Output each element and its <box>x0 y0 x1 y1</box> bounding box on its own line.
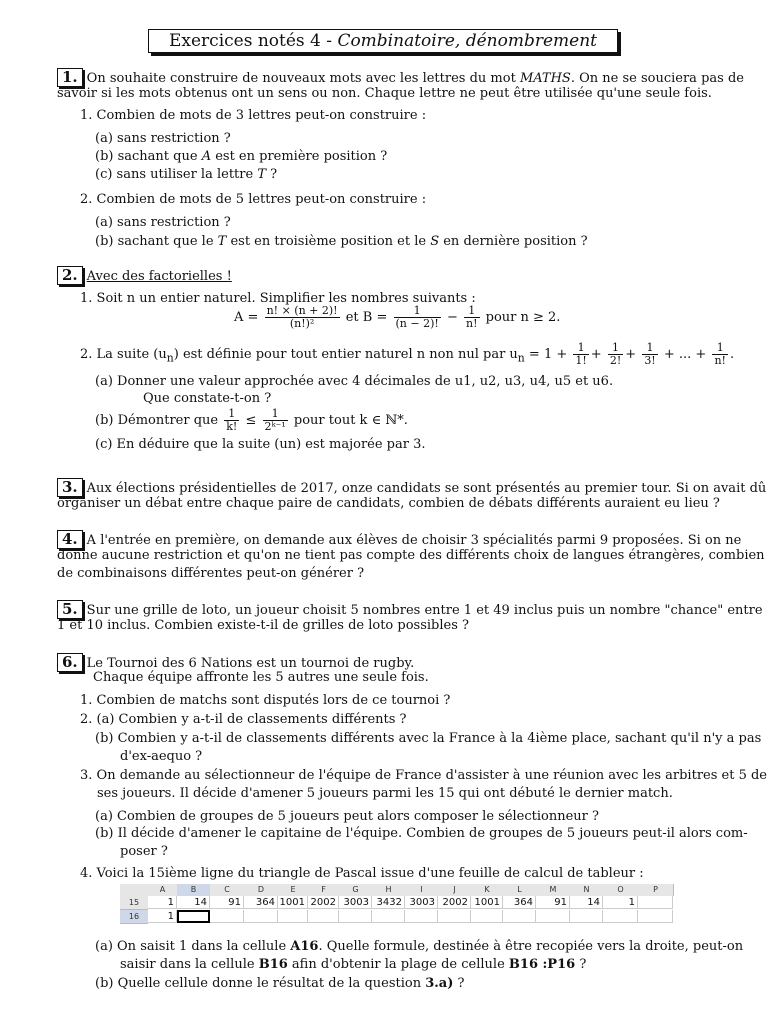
cell-P16[interactable] <box>638 910 673 923</box>
question-1-1c: (c) sans utiliser la lettre T ? <box>95 167 278 182</box>
exercise-5-line2: 1 et 10 inclus. Combien existe-t-il de grilles de loto possibles ? <box>57 618 469 633</box>
question-6-3b: (b) Il décide d'amener le capitaine de l'équipe. Combien de groupes de 5 joueurs peut-il alors com- <box>95 826 748 841</box>
cell-G16[interactable] <box>339 910 372 923</box>
column-header-E[interactable]: E <box>278 884 309 896</box>
sheet-corner <box>120 884 149 896</box>
column-header-G[interactable]: G <box>339 884 373 896</box>
exercise-1-intro-line2: savoir si les mots obtenus ont un sens ou non. Chaque lettre ne peut être utilisée qu'une seule fois. <box>57 86 712 101</box>
cell-C15[interactable]: 91 <box>210 896 244 909</box>
exercise-number: 5. <box>57 600 83 619</box>
cell-F16[interactable] <box>308 910 339 923</box>
exercise-number: 2. <box>57 266 83 285</box>
cell-D16[interactable] <box>244 910 278 923</box>
column-header-B[interactable]: B <box>177 884 211 896</box>
column-header-J[interactable]: J <box>438 884 472 896</box>
question-1-1: 1. Combien de mots de 3 lettres peut-on construire : <box>80 108 427 123</box>
cell-J16[interactable] <box>438 910 471 923</box>
cell-O16[interactable] <box>603 910 638 923</box>
question-2-2b: (b) Démontrer que $\frac{1}{k!}$ ≤ $\frac{1}{\text{2ᵏ⁻¹}}$ pour tout k ∈ ℕ*. <box>95 407 408 433</box>
column-header-H[interactable]: H <box>372 884 406 896</box>
formula-A-B: A = $\frac{n! \times (n + 2)!}{\text{(n!)²}}$ et B = $\frac{1}{(n - 2)!}$ − $\frac{1}{n!}$ pour n ≥ 2. <box>234 304 561 330</box>
exercise-4: 4. A l'entrée en première, on demande aux élèves de choisir 3 spécialités parmi 9 proposées. Si on ne <box>57 530 741 549</box>
cell-N16[interactable] <box>570 910 603 923</box>
cell-P15[interactable] <box>638 896 673 909</box>
column-header-A[interactable]: A <box>148 884 178 896</box>
cell-D15[interactable]: 364 <box>244 896 278 909</box>
exercise-number: 4. <box>57 530 83 549</box>
row-header-15: 15 <box>120 896 148 910</box>
question-1-2b: (b) sachant que le T est en troisième position et le S en dernière position ? <box>95 234 588 249</box>
page-title: Exercices notés 4 - Combinatoire, dénombrement <box>148 29 618 53</box>
cell-M15[interactable]: 91 <box>536 896 570 909</box>
cell-L16[interactable] <box>503 910 536 923</box>
exercise-2-intro: 2. Avec des factorielles ! <box>57 266 232 285</box>
cell-A16[interactable]: 1 <box>148 910 177 923</box>
exercise-5: 5. Sur une grille de loto, un joueur choisit 5 nombres entre 1 et 49 inclus puis un nombre "chance" entre <box>57 600 763 619</box>
exercise-1-intro: 1. On souhaite construire de nouveaux mots avec les lettres du mot MATHS. On ne se souciera pas de <box>57 68 744 87</box>
cell-K15[interactable]: 1001 <box>471 896 503 909</box>
exercise-4-line3: de combinaisons différentes peut-on générer ? <box>57 566 365 581</box>
column-header-M[interactable]: M <box>536 884 571 896</box>
cell-A15[interactable]: 1 <box>148 896 177 909</box>
question-6-3b-cont: poser ? <box>120 844 168 859</box>
cell-B15[interactable]: 14 <box>177 896 210 909</box>
spreadsheet <box>120 884 671 924</box>
question-1-2: 2. Combien de mots de 5 lettres peut-on construire : <box>80 192 427 207</box>
question-6-4a: (a) On saisit 1 dans la cellule A16. Quelle formule, destinée à être recopiée vers la droite, peut-on <box>95 939 744 954</box>
column-header-N[interactable]: N <box>570 884 604 896</box>
question-6-4a-cont: saisir dans la cellule B16 afin d'obtenir la plage de cellule B16 :P16 ? <box>120 957 587 972</box>
cell-K16[interactable] <box>471 910 503 923</box>
cell-B16[interactable] <box>177 910 210 923</box>
question-1-1a: (a) sans restriction ? <box>95 131 231 146</box>
exercise-6-intro-line2: Chaque équipe affronte les 5 autres une seule fois. <box>93 670 429 685</box>
question-6-2a: 2. (a) Combien y a-t-il de classements différents ? <box>80 712 407 727</box>
question-1-2a: (a) sans restriction ? <box>95 215 231 230</box>
question-6-4: 4. Voici la 15ième ligne du triangle de Pascal issue d'une feuille de calcul de tableur : <box>80 866 644 881</box>
column-header-O[interactable]: O <box>603 884 639 896</box>
question-1-1b: (b) sachant que A est en première position ? <box>95 149 388 164</box>
cell-I15[interactable]: 3003 <box>405 896 438 909</box>
cell-H16[interactable] <box>372 910 405 923</box>
exercise-6-intro: 6. Le Tournoi des 6 Nations est un tournoi de rugby. <box>57 653 414 672</box>
question-6-3a: (a) Combien de groupes de 5 joueurs peut alors composer le sélectionneur ? <box>95 809 599 824</box>
column-header-F[interactable]: F <box>308 884 340 896</box>
exercise-3: 3. Aux élections présidentielles de 2017, onze candidats se sont présentés au premier tour. Si on avait dû <box>57 478 766 497</box>
column-header-I[interactable]: I <box>405 884 439 896</box>
cell-E15[interactable]: 1001 <box>278 896 308 909</box>
cell-H15[interactable]: 3432 <box>372 896 405 909</box>
question-6-2b: (b) Combien y a-t-il de classements différents avec la France à la 4ième place, sachant qu'il n'y a pas <box>95 731 762 746</box>
cell-C16[interactable] <box>210 910 244 923</box>
question-2-2: 2. La suite $(u_n)$ est définie pour tout entier naturel n non nul par $u_n = 1$ + $\frac{1}{1!}$ + $\frac{1}{2!}$ + $\frac{1}{3!}$ + ... + $\frac{1}{n!}$ . <box>80 341 735 367</box>
exercise-4-line2: donne aucune restriction et qu'on ne tient pas compte des différents choix de langues étrangères, combien <box>57 548 765 563</box>
cell-O15[interactable]: 1 <box>603 896 638 909</box>
column-header-C[interactable]: C <box>210 884 245 896</box>
exercise-number: 6. <box>57 653 83 672</box>
cell-E16[interactable] <box>278 910 308 923</box>
question-2-2a-cont: Que constate-t-on ? <box>143 391 272 406</box>
exercise-number: 1. <box>57 68 83 87</box>
question-6-2b-cont: d'ex-aequo ? <box>120 749 203 764</box>
column-header-K[interactable]: K <box>471 884 504 896</box>
question-6-1: 1. Combien de matchs sont disputés lors de ce tournoi ? <box>80 693 451 708</box>
question-2-2a: (a) Donner une valeur approchée avec 4 décimales de u1, u2, u3, u4, u5 et u6. <box>95 374 614 389</box>
exercise-3-line2: organiser un débat entre chaque paire de candidats, combien de débats différents auraient eu lieu ? <box>57 496 720 511</box>
question-2-1: 1. Soit n un entier naturel. Simplifier les nombres suivants : <box>80 291 476 306</box>
column-header-L[interactable]: L <box>503 884 537 896</box>
cell-L15[interactable]: 364 <box>503 896 536 909</box>
cell-J15[interactable]: 2002 <box>438 896 471 909</box>
cell-M16[interactable] <box>536 910 570 923</box>
cell-F15[interactable]: 2002 <box>308 896 339 909</box>
question-6-3: 3. On demande au sélectionneur de l'équipe de France d'assister à une réunion avec les arbitres et 5 de <box>80 768 767 783</box>
row-header-16: 16 <box>120 910 148 924</box>
exercise-number: 3. <box>57 478 83 497</box>
column-header-D[interactable]: D <box>244 884 279 896</box>
cell-N15[interactable]: 14 <box>570 896 603 909</box>
column-header-P[interactable]: P <box>638 884 674 896</box>
question-6-4b: (b) Quelle cellule donne le résultat de la question 3.a) ? <box>95 976 465 991</box>
cell-G15[interactable]: 3003 <box>339 896 372 909</box>
cell-I16[interactable] <box>405 910 438 923</box>
question-6-3-cont: ses joueurs. Il décide d'amener 5 joueurs parmi les 15 qui ont débuté le dernier match. <box>97 786 673 801</box>
question-2-2c: (c) En déduire que la suite (un) est majorée par 3. <box>95 437 426 452</box>
